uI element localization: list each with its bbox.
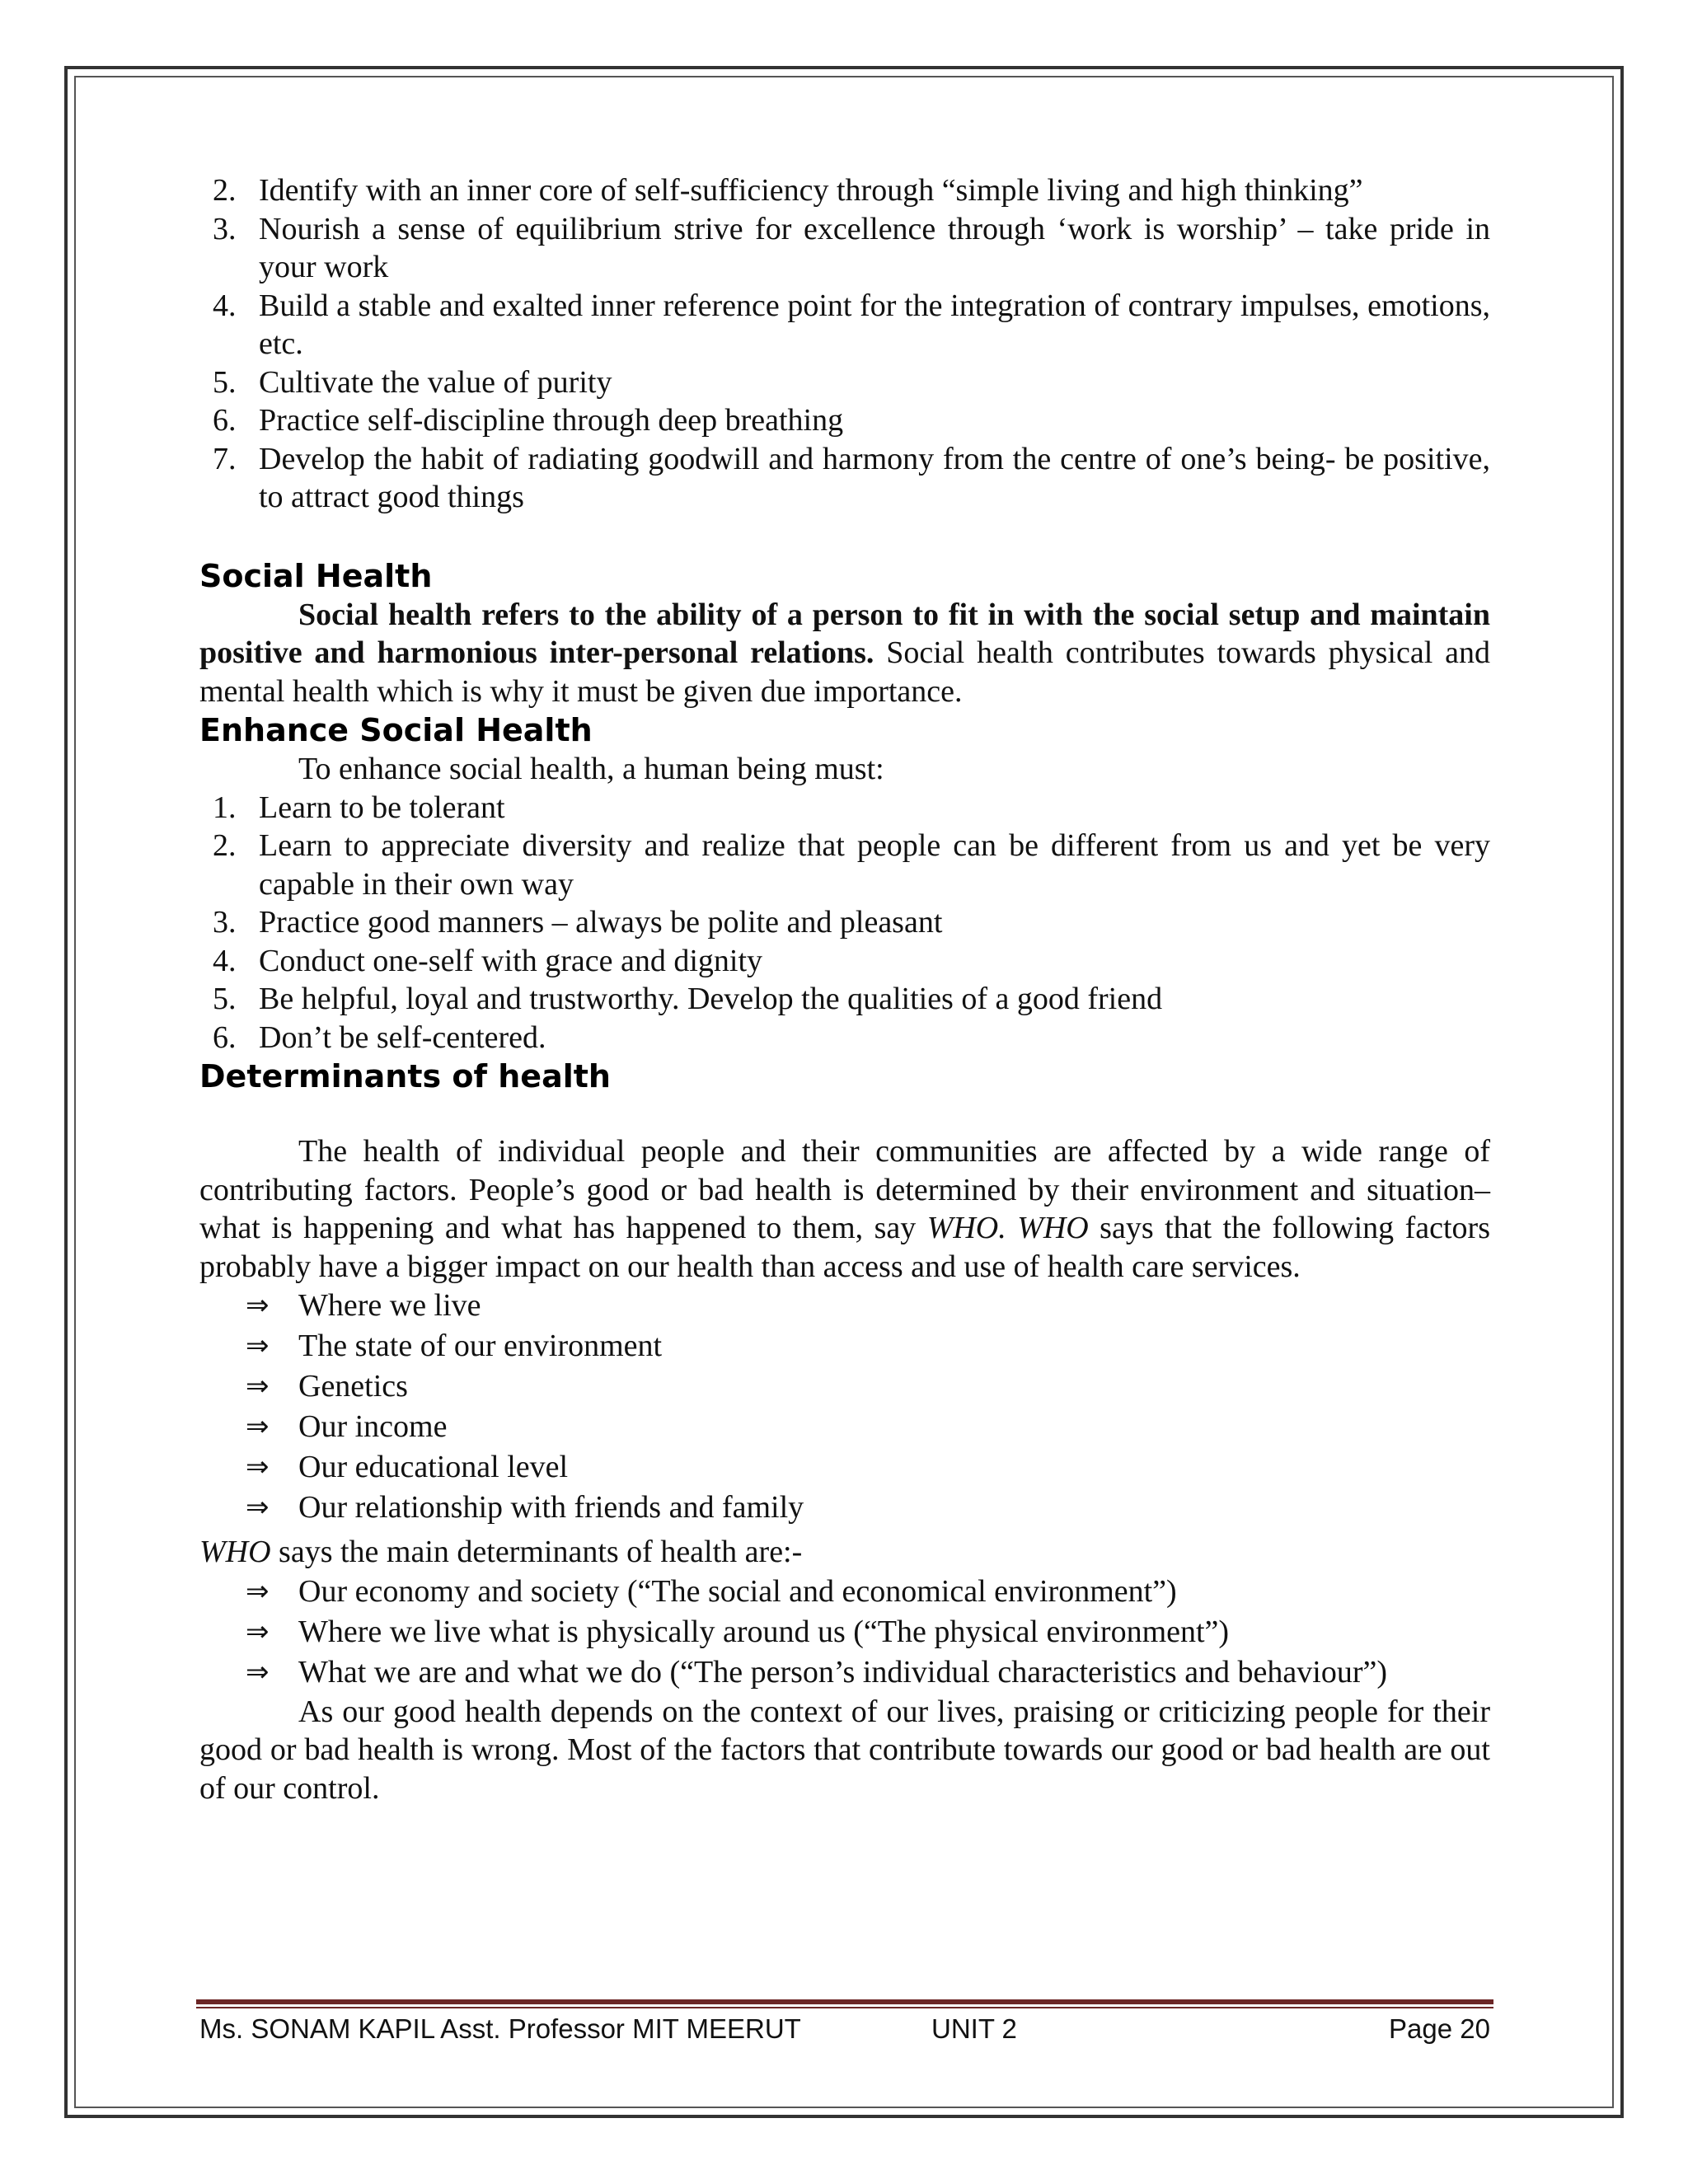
- arrow-icon: ⇒: [246, 1574, 270, 1608]
- list-item: 4. Build a stable and exalted inner reference point for the integration of contrary impulses, emotions, etc.: [213, 288, 1490, 361]
- who-main-intro: WHO says the main determinants of health are:-: [199, 1535, 803, 1569]
- enhance-intro: To enhance social health, a human being must:: [298, 752, 884, 786]
- list-item: 5. Cultivate the value of purity: [213, 364, 612, 400]
- list-item: 5. Be helpful, loyal and trustworthy. Develop the qualities of a good friend: [213, 982, 1163, 1016]
- list-item: 3. Nourish a sense of equilibrium strive for excellence through ‘work is worship’ – take pride in your work: [213, 211, 1490, 284]
- arrow-icon: ⇒: [246, 1410, 270, 1443]
- list-item: 1. Learn to be tolerant: [213, 790, 505, 825]
- list-item: 4. Conduct one-self with grace and dignity: [213, 943, 763, 978]
- arrow-icon: ⇒: [246, 1329, 270, 1362]
- footer-rule-thin: [196, 2007, 1493, 2008]
- arrow-icon: ⇒: [246, 1451, 270, 1483]
- arrow-icon: ⇒: [246, 1289, 270, 1322]
- page-content: [199, 171, 1490, 1807]
- list-item: 6. Practice self-discipline through deep breathing: [213, 403, 844, 438]
- closing-paragraph: As our good health depends on the context of our lives, praising or criticizing people for their good or bad health is wrong. Most of the factors that contribute towards our good or bad health are out of our control.: [199, 1694, 1490, 1806]
- list-item: ⇒ Genetics: [199, 1366, 1490, 1407]
- list-item: 7. Develop the habit of radiating goodwill and harmony from the centre of one’s being- be positive, to attract good things: [213, 441, 1490, 514]
- self-sufficiency-list: [199, 171, 1490, 517]
- list-item: ⇒ Where we live what is physically around us (“The physical environment”): [199, 1612, 1490, 1652]
- page-footer: [199, 2013, 1490, 2055]
- list-item: ⇒ The state of our environment: [199, 1326, 1490, 1366]
- arrow-icon: ⇒: [246, 1615, 270, 1648]
- list-item: ⇒ Our economy and society (“The social and economical environment”): [199, 1572, 1490, 1612]
- footer-author: Ms. SONAM KAPIL Asst. Professor MIT MEERUT: [199, 2013, 801, 2044]
- social-health-paragraph: Social health refers to the ability of a person to fit in with the social setup and maintain positive and harmonious inter-personal relations. Social health contributes towards physical and mental health which is why it must be given due importance.: [199, 597, 1490, 709]
- list-item: ⇒ Our educational level: [199, 1447, 1490, 1488]
- footer-page-number: Page 20: [1389, 2013, 1490, 2044]
- arrow-icon: ⇒: [246, 1370, 270, 1403]
- main-determinants-list: [199, 1572, 1490, 1693]
- list-item: 2. Learn to appreciate diversity and realize that people can be different from us and yet be very capable in their own way: [213, 828, 1490, 902]
- footer-rule: [196, 1999, 1493, 2004]
- arrow-icon: ⇒: [246, 1491, 270, 1524]
- social-health-heading: Social Health: [199, 557, 433, 594]
- factors-list: [199, 1286, 1490, 1528]
- determinants-heading: Determinants of health: [199, 1058, 611, 1094]
- list-item: ⇒ What we are and what we do (“The person’s individual characteristics and behaviour”): [199, 1652, 1490, 1693]
- list-item: 2. Identify with an inner core of self-sufficiency through “simple living and high thinking”: [213, 173, 1363, 208]
- list-item: ⇒ Our income: [199, 1407, 1490, 1447]
- arrow-icon: ⇒: [246, 1655, 270, 1689]
- list-item: 3. Practice good manners – always be polite and pleasant: [213, 905, 943, 940]
- list-item: 6. Don’t be self-centered.: [213, 1019, 546, 1055]
- footer-unit: UNIT 2: [931, 2013, 1017, 2044]
- list-item: ⇒ Where we live: [199, 1286, 1490, 1326]
- enhance-list: [199, 789, 1490, 1057]
- list-item: ⇒ Our relationship with friends and family: [199, 1488, 1490, 1528]
- enhance-social-health-heading: Enhance Social Health: [199, 712, 593, 748]
- determinants-paragraph: The health of individual people and their communities are affected by a wide range of contributing factors. People’s good or bad health is determined by their environment and situation– what is happening and what has happened to them, say WHO. WHO says that the following factors probably have a bigger impact on our health than access and use of health care services.: [199, 1134, 1490, 1284]
